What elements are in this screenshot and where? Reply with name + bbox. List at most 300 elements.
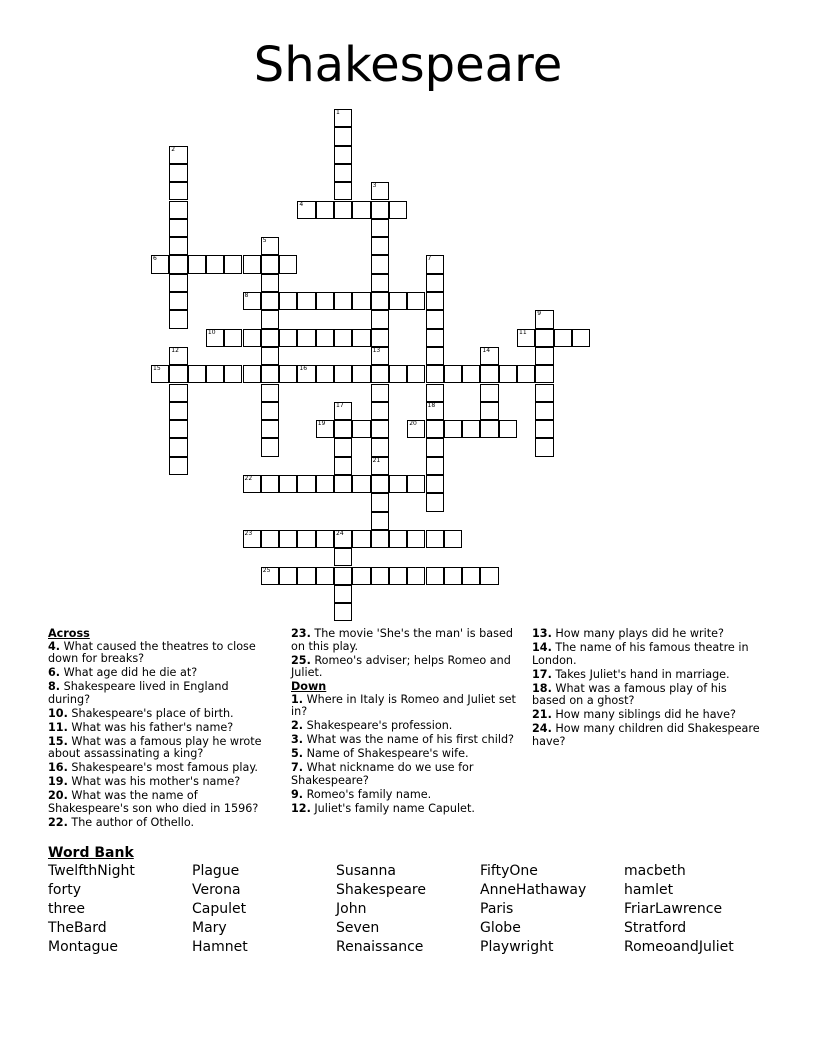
crossword-cell[interactable] [535, 402, 553, 420]
word-bank-item: macbeth [624, 863, 686, 879]
crossword-cell[interactable] [480, 420, 498, 438]
down-heading: Down [291, 680, 327, 693]
clue-item [48, 722, 270, 735]
crossword-cell[interactable] [426, 292, 444, 310]
crossword-cell[interactable] [316, 329, 334, 347]
clue-item-number: 15. [48, 734, 68, 748]
crossword-cell[interactable] [188, 365, 206, 383]
clue-number: 1 [336, 109, 340, 116]
clue-item [532, 669, 764, 682]
clue-item-number: 5. [291, 747, 304, 760]
clue-item [291, 789, 517, 802]
clue-number: 21 [372, 456, 381, 464]
crossword-cell[interactable] [169, 237, 187, 255]
clue-item-number: 24. [532, 722, 552, 735]
clue-item-number: 3. [291, 733, 304, 746]
crossword-cell[interactable] [334, 109, 352, 127]
crossword-cell[interactable] [169, 274, 187, 292]
crossword-cell[interactable] [462, 567, 480, 585]
clues-column-2 [291, 628, 517, 817]
crossword-cell[interactable] [371, 567, 389, 585]
crossword-cell[interactable] [169, 438, 187, 456]
clue-item-text: Romeo's adviser; helps Romeo and Juliet. [291, 653, 511, 679]
crossword-cell[interactable] [334, 567, 352, 585]
clue-item-text: How many siblings did he have? [551, 708, 736, 721]
clue-item-number: 16. [48, 761, 68, 774]
crossword-cell[interactable] [188, 255, 206, 273]
crossword-cell[interactable] [334, 146, 352, 164]
crossword-cell[interactable] [462, 365, 480, 383]
crossword-cell[interactable] [261, 384, 279, 402]
clue-item [48, 736, 270, 761]
crossword-cell[interactable] [334, 603, 352, 621]
word-bank-item: Verona [192, 882, 241, 898]
clue-item-number: 22. [48, 815, 68, 829]
clue-number: 2 [171, 145, 176, 153]
crossword-cell[interactable] [169, 310, 187, 328]
crossword-cell[interactable] [243, 329, 261, 347]
clue-item [291, 720, 517, 733]
crossword-cell[interactable] [371, 365, 389, 383]
crossword-cell[interactable] [169, 164, 187, 182]
clue-item-text: What caused the theatres to close down for breaks? [48, 639, 256, 665]
clue-item-text: Romeo's family name. [303, 787, 432, 801]
word-bank-item: FriarLawrence [624, 901, 723, 917]
crossword-cell[interactable] [371, 255, 389, 273]
word-bank-item: Seven [336, 920, 380, 936]
crossword-cell[interactable] [371, 292, 389, 310]
clue-item-text: What was the name of Shakespeare's son who died in 1596? [48, 789, 259, 815]
crossword-cell[interactable] [334, 201, 352, 219]
clue-item-text: Shakespeare's profession. [303, 719, 453, 732]
crossword-cell[interactable] [480, 365, 498, 383]
crossword-cell[interactable] [352, 329, 370, 347]
clue-item-number: 21. [532, 708, 552, 721]
word-bank-item: Plague [192, 863, 240, 879]
crossword-cell[interactable] [243, 365, 261, 383]
crossword-cell[interactable] [261, 237, 279, 255]
clue-number: 19 [317, 420, 326, 428]
crossword-cell[interactable] [334, 182, 352, 200]
word-bank-item: FiftyOne [480, 863, 538, 879]
crossword-cell[interactable] [371, 475, 389, 493]
clue-item-number: 18. [532, 681, 552, 695]
crossword-cell[interactable] [316, 530, 334, 548]
crossword-cell[interactable] [462, 420, 480, 438]
crossword-cell[interactable] [334, 420, 352, 438]
clue-item-number: 25. [291, 653, 311, 667]
clue-item-text: Shakespeare lived in England during? [48, 680, 229, 706]
word-bank-item: hamlet [624, 882, 674, 898]
crossword-cell[interactable] [426, 530, 444, 548]
crossword-cell[interactable] [243, 475, 261, 493]
crossword-cell[interactable] [371, 310, 389, 328]
clue-number: 10 [207, 328, 216, 336]
clue-item [532, 709, 764, 722]
clue-number: 13 [372, 346, 381, 354]
word-bank-item: TwelfthNight [48, 863, 135, 879]
clue-item-number: 23. [291, 627, 311, 640]
crossword-cell[interactable] [371, 530, 389, 548]
crossword-cell[interactable] [261, 475, 279, 493]
crossword-cell[interactable] [352, 475, 370, 493]
crossword-cell[interactable] [261, 420, 279, 438]
crossword-cell[interactable] [407, 365, 425, 383]
crossword-cell[interactable] [316, 292, 334, 310]
crossword-cell[interactable] [169, 255, 187, 273]
crossword-cell[interactable] [261, 402, 279, 420]
crossword-cell[interactable] [535, 310, 553, 328]
word-bank-item: AnneHathaway [480, 882, 587, 898]
word-bank-item: Paris [480, 901, 514, 917]
crossword-cell[interactable] [261, 438, 279, 456]
crossword-cell[interactable] [426, 255, 444, 273]
across-heading: Across [48, 627, 90, 640]
crossword-cell[interactable] [169, 420, 187, 438]
crossword-cell[interactable] [407, 420, 425, 438]
clue-item-text: What was his mother's name? [67, 775, 241, 788]
clue-item-number: 7. [291, 761, 304, 774]
crossword-cell[interactable] [480, 347, 498, 365]
crossword-cell[interactable] [169, 457, 187, 475]
crossword-cell[interactable] [206, 329, 224, 347]
crossword-cell[interactable] [352, 530, 370, 548]
crossword-cell[interactable] [389, 292, 407, 310]
crossword-cell[interactable] [316, 567, 334, 585]
crossword-cell[interactable] [279, 292, 297, 310]
clue-item-text: Shakespeare's place of birth. [67, 706, 234, 720]
crossword-cell[interactable] [371, 384, 389, 402]
crossword-cell[interactable] [426, 420, 444, 438]
clue-item-number: 13. [532, 627, 552, 640]
clue-item-text: How many children did Shakespeare have? [532, 722, 760, 748]
clue-item-text: Juliet's family name Capulet. [310, 801, 475, 815]
crossword-cell[interactable] [426, 438, 444, 456]
crossword-cell[interactable] [279, 530, 297, 548]
crossword-cell[interactable] [261, 255, 279, 273]
clue-item-text: Name of Shakespeare's wife. [303, 747, 469, 760]
clues-column-3 [532, 628, 764, 750]
clues-column-1 [48, 628, 270, 831]
crossword-cell[interactable] [407, 292, 425, 310]
clue-item-text: The name of his famous theatre in London. [532, 641, 749, 667]
clue-item [291, 803, 517, 816]
word-bank-item: John [336, 901, 367, 917]
crossword-cell[interactable] [316, 420, 334, 438]
crossword-cell[interactable] [224, 255, 242, 273]
crossword-cell[interactable] [572, 329, 590, 347]
crossword-cell[interactable] [279, 255, 297, 273]
clue-item-number: 19. [48, 775, 68, 788]
crossword-cell[interactable] [279, 567, 297, 585]
crossword-cell[interactable] [279, 365, 297, 383]
crossword-cell[interactable] [169, 347, 187, 365]
clue-item [48, 817, 270, 830]
crossword-cell[interactable] [517, 365, 535, 383]
crossword-cell[interactable] [371, 512, 389, 530]
clue-item [48, 790, 270, 815]
crossword-cell[interactable] [517, 329, 535, 347]
clue-number: 25 [262, 566, 271, 574]
crossword-cell[interactable] [352, 567, 370, 585]
crossword-cell[interactable] [352, 292, 370, 310]
crossword-cell[interactable] [151, 255, 169, 273]
clue-item-text: What was the name of his first child? [303, 733, 514, 746]
word-bank-item: Susanna [336, 863, 396, 879]
clue-number: 22 [244, 475, 253, 482]
crossword-cell[interactable] [352, 201, 370, 219]
clue-item-number: 11. [48, 720, 68, 734]
clue-number: 20 [409, 420, 417, 428]
crossword-cell[interactable] [261, 365, 279, 383]
crossword-cell[interactable] [407, 530, 425, 548]
word-bank-item: TheBard [48, 920, 107, 936]
clue-item-text: What was a famous play of his based on a ghost? [532, 681, 727, 707]
clue-item-number: 2. [291, 719, 304, 732]
crossword-cell[interactable] [535, 365, 553, 383]
crossword-cell[interactable] [206, 365, 224, 383]
crossword-cell[interactable] [334, 530, 352, 548]
word-bank-item: RomeoandJuliet [624, 939, 734, 955]
word-bank-item: forty [48, 882, 82, 898]
clue-item-number: 20. [48, 789, 68, 802]
clue-item [48, 708, 270, 721]
word-bank-heading: Word Bank [48, 845, 134, 861]
crossword-cell[interactable] [261, 567, 279, 585]
clue-item-text: How many plays did he write? [551, 627, 724, 640]
crossword-cell[interactable] [371, 402, 389, 420]
crossword-cell[interactable] [334, 457, 352, 475]
clue-item-text: What nickname do we use for Shakespeare? [291, 761, 474, 787]
clue-item [291, 748, 517, 761]
crossword-cell[interactable] [169, 292, 187, 310]
clue-item-text: What was a famous play he wrote about assassinating a king? [48, 734, 262, 760]
clue-item [48, 681, 270, 706]
clue-number: 6 [153, 255, 157, 263]
word-bank-item: Shakespeare [336, 882, 426, 898]
crossword-cell[interactable] [297, 530, 315, 548]
crossword-cell[interactable] [316, 475, 334, 493]
clue-item [48, 776, 270, 789]
crossword-cell[interactable] [297, 567, 315, 585]
clue-item [291, 734, 517, 747]
crossword-cell[interactable] [261, 329, 279, 347]
crossword-cell[interactable] [444, 530, 462, 548]
crossword-cell[interactable] [297, 365, 315, 383]
clue-item-number: 10. [48, 706, 68, 720]
crossword-cell[interactable] [334, 329, 352, 347]
clue-item [48, 641, 270, 666]
crossword-cell[interactable] [334, 402, 352, 420]
crossword-cell[interactable] [297, 292, 315, 310]
crossword-cell[interactable] [297, 201, 315, 219]
clue-number: 14 [482, 346, 491, 354]
clue-number: 7 [427, 255, 432, 263]
crossword-cell[interactable] [535, 329, 553, 347]
crossword-cell[interactable] [334, 164, 352, 182]
crossword-cell[interactable] [169, 182, 187, 200]
clue-item [291, 762, 517, 787]
clue-item [291, 655, 517, 680]
word-bank-item: Stratford [624, 920, 687, 936]
clue-item-number: 14. [532, 641, 552, 654]
word-bank-item: Globe [480, 920, 521, 936]
clue-item-number: 1. [291, 692, 304, 706]
crossword-cell[interactable] [389, 475, 407, 493]
clue-item-number: 6. [48, 666, 61, 679]
crossword-cell[interactable] [480, 567, 498, 585]
clue-number: 12 [171, 346, 179, 354]
clue-number: 11 [519, 328, 527, 336]
clue-number: 8 [244, 292, 249, 299]
crossword-cell[interactable] [169, 201, 187, 219]
crossword-cell[interactable] [535, 384, 553, 402]
crossword-cell[interactable] [169, 146, 187, 164]
crossword-cell[interactable] [334, 585, 352, 603]
crossword-cell[interactable] [352, 420, 370, 438]
crossword-cell[interactable] [426, 384, 444, 402]
crossword-cell[interactable] [426, 567, 444, 585]
crossword-cell[interactable] [224, 365, 242, 383]
clue-item [291, 628, 517, 653]
crossword-cell[interactable] [371, 201, 389, 219]
word-bank-item: Capulet [192, 901, 247, 917]
crossword-cell[interactable] [426, 329, 444, 347]
crossword-cell[interactable] [444, 365, 462, 383]
crossword-cell[interactable] [224, 329, 242, 347]
crossword-cell[interactable] [371, 438, 389, 456]
crossword-cell[interactable] [499, 420, 517, 438]
crossword-cell[interactable] [206, 255, 224, 273]
crossword-cell[interactable] [371, 219, 389, 237]
clue-item-number: 12. [291, 801, 311, 815]
crossword-cell[interactable] [243, 255, 261, 273]
crossword-cell[interactable] [371, 457, 389, 475]
crossword-cell[interactable] [243, 292, 261, 310]
crossword-cell[interactable] [371, 420, 389, 438]
clue-number: 17 [336, 401, 344, 409]
crossword-cell[interactable] [297, 475, 315, 493]
crossword-cell[interactable] [426, 457, 444, 475]
crossword-cell[interactable] [389, 201, 407, 219]
clue-item-text: The author of Othello. [67, 815, 195, 829]
crossword-cell[interactable] [243, 530, 261, 548]
crossword-cell[interactable] [316, 365, 334, 383]
crossword-cell[interactable] [426, 310, 444, 328]
crossword-cell[interactable] [279, 475, 297, 493]
crossword-cell[interactable] [371, 493, 389, 511]
clue-number: 15 [153, 365, 161, 373]
crossword-cell[interactable] [426, 493, 444, 511]
crossword-cell[interactable] [371, 182, 389, 200]
word-bank-item: Mary [192, 920, 227, 936]
crossword-cell[interactable] [371, 329, 389, 347]
clue-item-number: 9. [291, 787, 304, 801]
clue-item-text: Where in Italy is Romeo and Juliet set in? [291, 692, 516, 718]
clue-number: 5 [262, 237, 267, 245]
crossword-cell[interactable] [426, 365, 444, 383]
clue-item-text: What was his father's name? [67, 720, 234, 734]
crossword-cell[interactable] [499, 365, 517, 383]
crossword-cell[interactable] [371, 274, 389, 292]
crossword-cell[interactable] [389, 530, 407, 548]
clue-item [48, 762, 270, 775]
crossword-cell[interactable] [334, 127, 352, 145]
crossword-cell[interactable] [426, 347, 444, 365]
crossword-cell[interactable] [444, 567, 462, 585]
word-bank-item: Renaissance [336, 939, 424, 955]
clue-item [532, 683, 764, 708]
clue-item-number: 4. [48, 639, 61, 653]
crossword-cell[interactable] [261, 310, 279, 328]
crossword-cell[interactable] [261, 274, 279, 292]
crossword-cell[interactable] [535, 347, 553, 365]
clue-number: 3 [372, 182, 377, 190]
clue-number: 9 [537, 310, 542, 318]
crossword-cell[interactable] [316, 201, 334, 219]
crossword-cell[interactable] [334, 548, 352, 566]
clue-number: 16 [299, 365, 308, 373]
clue-item-number: 17. [532, 667, 552, 681]
crossword-cell[interactable] [426, 274, 444, 292]
crossword-cell[interactable] [279, 329, 297, 347]
crossword-cell[interactable] [169, 384, 187, 402]
crossword-cell[interactable] [261, 292, 279, 310]
crossword-cell[interactable] [169, 402, 187, 420]
crossword-cell[interactable] [444, 420, 462, 438]
crossword-cell[interactable] [480, 402, 498, 420]
word-bank-item: Playwright [480, 939, 554, 955]
crossword-cell[interactable] [334, 438, 352, 456]
crossword-cell[interactable] [407, 475, 425, 493]
crossword-cell[interactable] [334, 292, 352, 310]
crossword-cell[interactable] [426, 402, 444, 420]
crossword-cell[interactable] [371, 347, 389, 365]
crossword-cell[interactable] [151, 365, 169, 383]
crossword-cell[interactable] [261, 347, 279, 365]
crossword-cell[interactable] [535, 420, 553, 438]
crossword-cell[interactable] [554, 329, 572, 347]
crossword-cell[interactable] [389, 365, 407, 383]
clue-number: 4 [299, 200, 304, 208]
crossword-cell[interactable] [352, 365, 370, 383]
crossword-cell[interactable] [297, 329, 315, 347]
crossword-cell[interactable] [389, 567, 407, 585]
crossword-cell[interactable] [334, 365, 352, 383]
crossword-cell[interactable] [261, 530, 279, 548]
word-bank-item: Montague [48, 939, 118, 955]
word-bank-item: three [48, 901, 86, 917]
clue-item [532, 642, 764, 667]
clue-number: 24 [336, 529, 344, 537]
crossword-cell[interactable] [169, 365, 187, 383]
crossword-cell[interactable] [169, 219, 187, 237]
clue-item [532, 628, 764, 641]
crossword-cell[interactable] [407, 567, 425, 585]
crossword-cell[interactable] [535, 438, 553, 456]
crossword-cell[interactable] [334, 475, 352, 493]
clue-number: 23 [244, 529, 253, 537]
crossword-cell[interactable] [371, 237, 389, 255]
crossword-cell[interactable] [480, 384, 498, 402]
clue-number: 18 [427, 401, 436, 409]
clue-item [532, 723, 764, 748]
crossword-cell[interactable] [426, 475, 444, 493]
word-bank-item: Hamnet [192, 939, 248, 955]
page-title: Shakespeare [253, 37, 563, 93]
clue-item-text: The movie 'She's the man' is based on this play. [291, 627, 513, 653]
clue-item-text: Takes Juliet's hand in marriage. [551, 667, 730, 681]
